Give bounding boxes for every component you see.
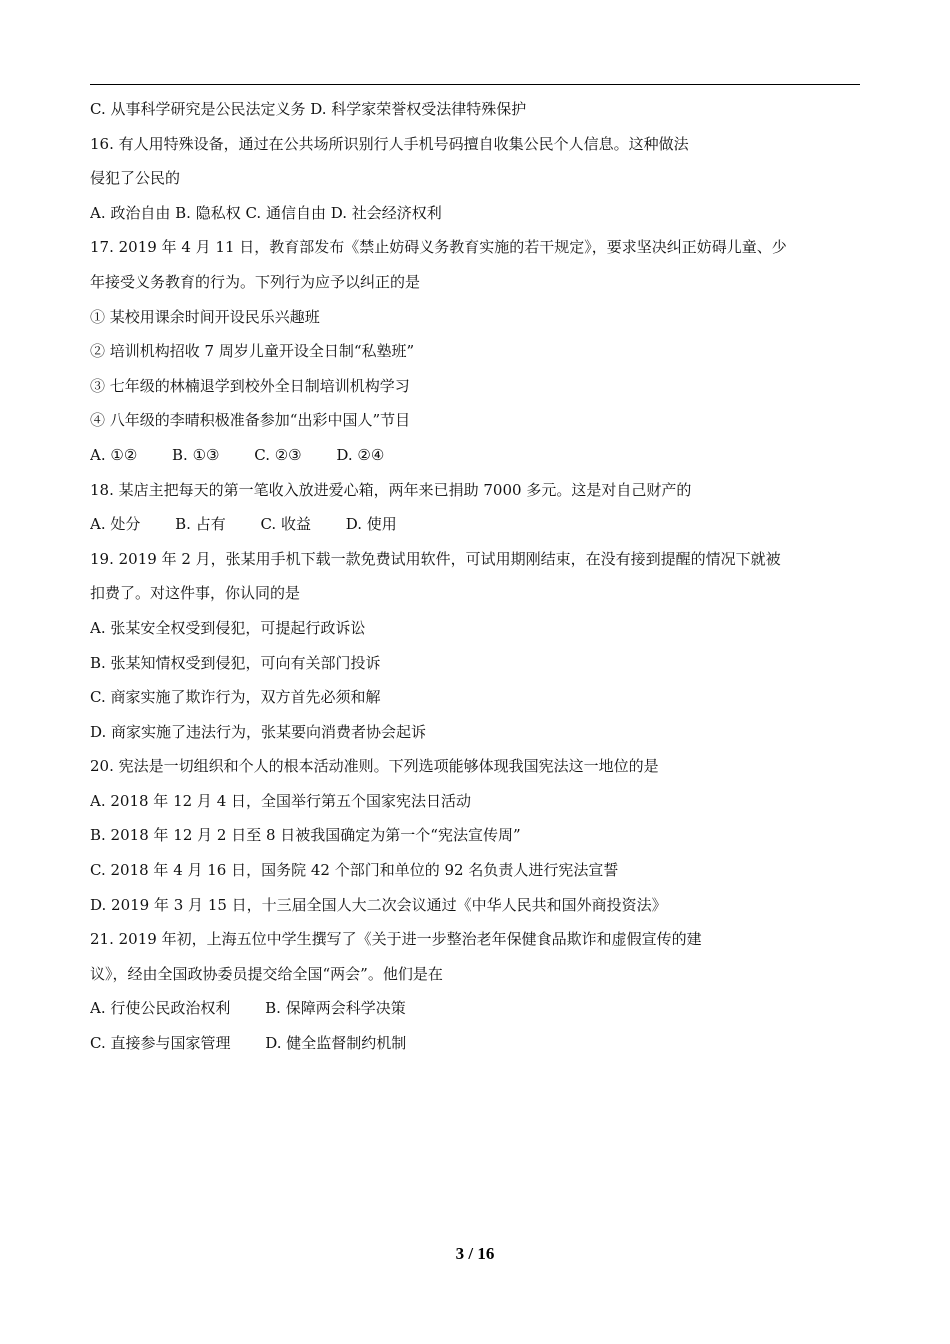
q19-option-d: D. 商家实施了违法行为，张某要向消费者协会起诉	[90, 722, 427, 741]
q17-statement-4: ④ 八年级的李晴积极准备参加“出彩中国人”节目	[90, 411, 411, 430]
q17-statement-1: ① 某校用课余时间开设民乐兴趣班	[90, 307, 320, 326]
document-body	[90, 92, 865, 1061]
q17-statement-2: ② 培训机构招收 7 周岁儿童开设全日制“私塾班”	[90, 342, 415, 361]
header-rule	[90, 84, 860, 85]
q19-stem-line-2: 扣费了。对这件事，你认同的是	[90, 584, 301, 603]
q15-option-line: C. 从事科学研究是公民法定义务 D. 科学家荣誉权受法律特殊保护	[90, 100, 527, 118]
q20-option-a: A. 2018 年 12 月 4 日，全国举行第五个国家宪法日活动	[90, 791, 472, 810]
q18-options: A. 处分 B. 占有 C. 收益 D. 使用	[90, 515, 397, 534]
q20-stem: 20. 宪法是一切组织和个人的根本活动准则。下列选项能够体现我国宪法这一地位的是	[90, 757, 659, 776]
q20-option-b: B. 2018 年 12 月 2 日至 8 日被我国确定为第一个“宪法宣传周”	[90, 826, 521, 845]
q20-option-c: C. 2018 年 4 月 16 日，国务院 42 个部门和单位的 92 名负责人进行宪法宣誓	[90, 861, 619, 880]
q20-option-d: D. 2019 年 3 月 15 日，十三届全国人大二次会议通过《中华人民共和国外商投资法》	[90, 895, 667, 914]
q17-stem-line-2: 年接受义务教育的行为。下列行为应予以纠正的是	[90, 272, 421, 291]
q17-stem-line-1: 17. 2019 年 4 月 11 日，教育部发布《禁止妨碍义务教育实施的若干规定》，要求坚决纠正妨碍儿童、少	[90, 238, 787, 257]
q17-options: A. ①② B. ①③ C. ②③ D. ②④	[90, 445, 385, 464]
q16-stem-line-1: 16. 有人用特殊设备，通过在公共场所识别行人手机号码擅自收集公民个人信息。这种做法	[90, 134, 689, 153]
page-number: 3 / 16	[455, 1244, 495, 1263]
q21-options-ab: A. 行使公民政治权利 B. 保障两会科学决策	[90, 999, 406, 1018]
q19-option-b: B. 张某知情权受到侵犯，可向有关部门投诉	[90, 653, 381, 672]
q19-option-a: A. 张某安全权受到侵犯，可提起行政诉讼	[90, 618, 366, 637]
q17-statement-3: ③ 七年级的林楠退学到校外全日制培训机构学习	[90, 376, 410, 395]
q21-stem-line-1: 21. 2019 年初，上海五位中学生撰写了《关于进一步整治老年保健食品欺诈和虚假宣传的建	[90, 930, 702, 949]
q19-stem-line-1: 19. 2019 年 2 月，张某用手机下载一款免费试用软件，可试用期刚结束，在没有接到提醒的情况下就被	[90, 549, 781, 568]
q18-stem: 18. 某店主把每天的第一笔收入放进爱心箱，两年来已捐助 7000 多元。这是对自己财产的	[90, 480, 692, 499]
q19-option-c: C. 商家实施了欺诈行为，双方首先必须和解	[90, 688, 381, 707]
q21-options-cd: C. 直接参与国家管理 D. 健全监督制约机制	[90, 1034, 407, 1053]
q16-stem-line-2: 侵犯了公民的	[90, 169, 181, 188]
q16-options: A. 政治自由 B. 隐私权 C. 通信自由 D. 社会经济权利	[90, 203, 442, 222]
q21-stem-line-2: 议》，经由全国政协委员提交给全国“两会”。他们是在	[90, 964, 443, 983]
